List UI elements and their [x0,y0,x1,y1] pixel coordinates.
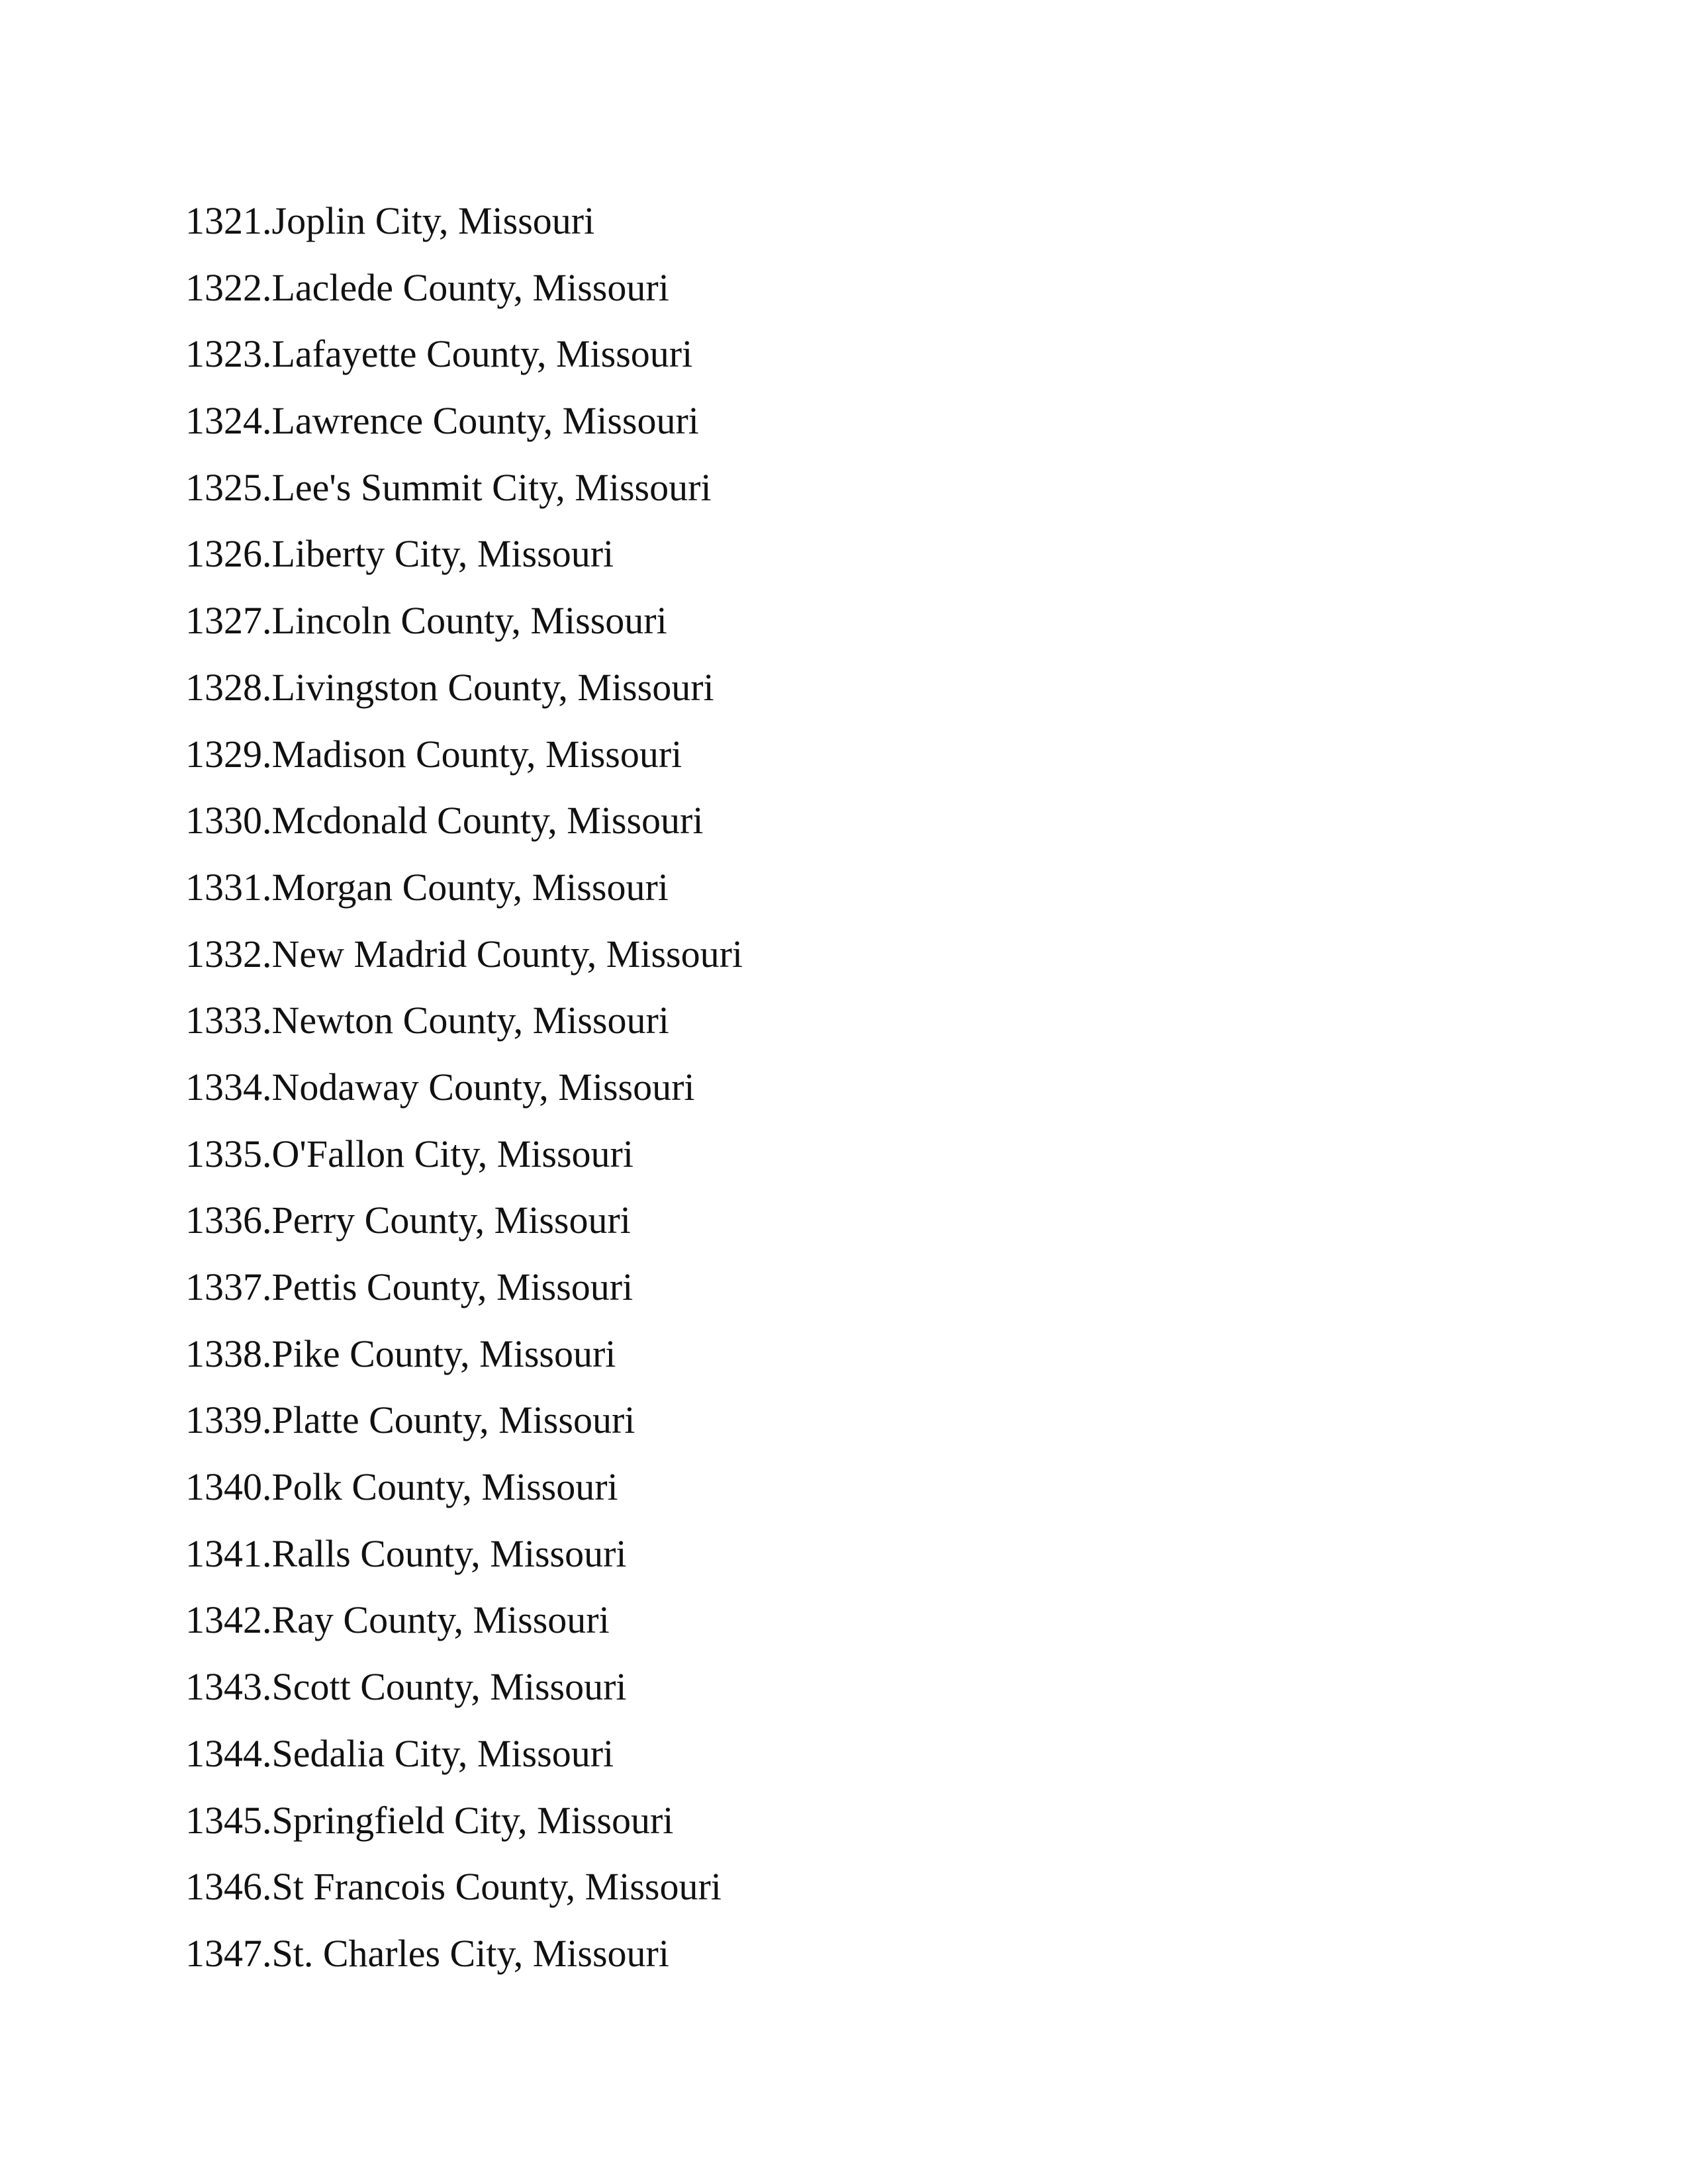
list-item [185,1663,743,1730]
item-number: 1342. [185,1598,272,1642]
list-item [185,1863,743,1930]
item-number: 1325. [185,465,272,509]
list-item [185,664,743,731]
list-item [185,1064,743,1130]
item-number: 1332. [185,932,272,976]
item-text: Morgan County, Missouri [271,865,669,909]
item-text: Springfield City, Missouri [271,1798,674,1842]
item-number: 1334. [185,1065,272,1109]
item-text: Nodaway County, Missouri [271,1065,695,1109]
item-text: Livingston County, Missouri [271,665,714,709]
item-text: Lincoln County, Missouri [271,599,667,643]
item-number: 1339. [185,1398,272,1442]
list-item [185,1530,743,1597]
list-item [185,864,743,931]
item-text: St Francois County, Missouri [271,1865,722,1909]
item-text: Madison County, Missouri [271,732,682,776]
item-number: 1346. [185,1865,272,1909]
item-text: Laclede County, Missouri [271,265,669,309]
item-number: 1347. [185,1931,272,1975]
item-number: 1330. [185,799,272,842]
item-number: 1341. [185,1531,272,1575]
item-text: Joplin City, Missouri [271,199,595,242]
item-number: 1329. [185,732,272,776]
numbered-list [185,197,743,1997]
item-text: Lee's Summit City, Missouri [271,465,712,509]
item-number: 1336. [185,1199,272,1242]
item-number: 1321. [185,199,272,242]
item-text: Lafayette County, Missouri [271,332,693,376]
list-item [185,1330,743,1397]
item-text: St. Charles City, Missouri [271,1931,669,1975]
list-item [185,197,743,264]
item-number: 1326. [185,532,272,576]
item-text: Platte County, Missouri [271,1398,635,1442]
list-item [185,1463,743,1530]
item-number: 1335. [185,1132,272,1175]
item-text: Pike County, Missouri [271,1332,616,1375]
list-item [185,264,743,331]
list-item [185,1130,743,1197]
item-text: Lawrence County, Missouri [271,399,699,443]
item-text: Ralls County, Missouri [271,1531,627,1575]
item-number: 1328. [185,665,272,709]
list-item [185,1730,743,1797]
list-item [185,597,743,664]
item-number: 1323. [185,332,272,376]
item-number: 1343. [185,1665,272,1709]
list-item [185,1596,743,1663]
list-item [185,464,743,531]
item-text: Sedalia City, Missouri [271,1731,614,1775]
item-number: 1340. [185,1465,272,1509]
item-number: 1338. [185,1332,272,1375]
list-item [185,997,743,1064]
item-number: 1344. [185,1731,272,1775]
item-number: 1322. [185,265,272,309]
item-text: Liberty City, Missouri [271,532,614,576]
list-item [185,530,743,597]
list-item [185,1797,743,1864]
list-item [185,731,743,797]
item-text: Newton County, Missouri [271,999,669,1042]
list-item [185,330,743,397]
item-text: Polk County, Missouri [271,1465,618,1509]
item-text: Pettis County, Missouri [271,1265,633,1308]
item-number: 1333. [185,999,272,1042]
item-number: 1327. [185,599,272,643]
item-text: O'Fallon City, Missouri [271,1132,633,1175]
list-item [185,1930,743,1997]
list-item [185,1396,743,1463]
item-number: 1324. [185,399,272,443]
item-text: New Madrid County, Missouri [271,932,743,976]
list-item [185,1197,743,1263]
item-number: 1331. [185,865,272,909]
item-text: Mcdonald County, Missouri [271,799,704,842]
item-number: 1337. [185,1265,272,1308]
item-number: 1345. [185,1798,272,1842]
item-text: Perry County, Missouri [271,1199,631,1242]
list-item [185,1263,743,1330]
list-item [185,397,743,464]
list-item [185,931,743,997]
item-text: Ray County, Missouri [271,1598,610,1642]
list-item [185,797,743,864]
item-text: Scott County, Missouri [271,1665,627,1709]
